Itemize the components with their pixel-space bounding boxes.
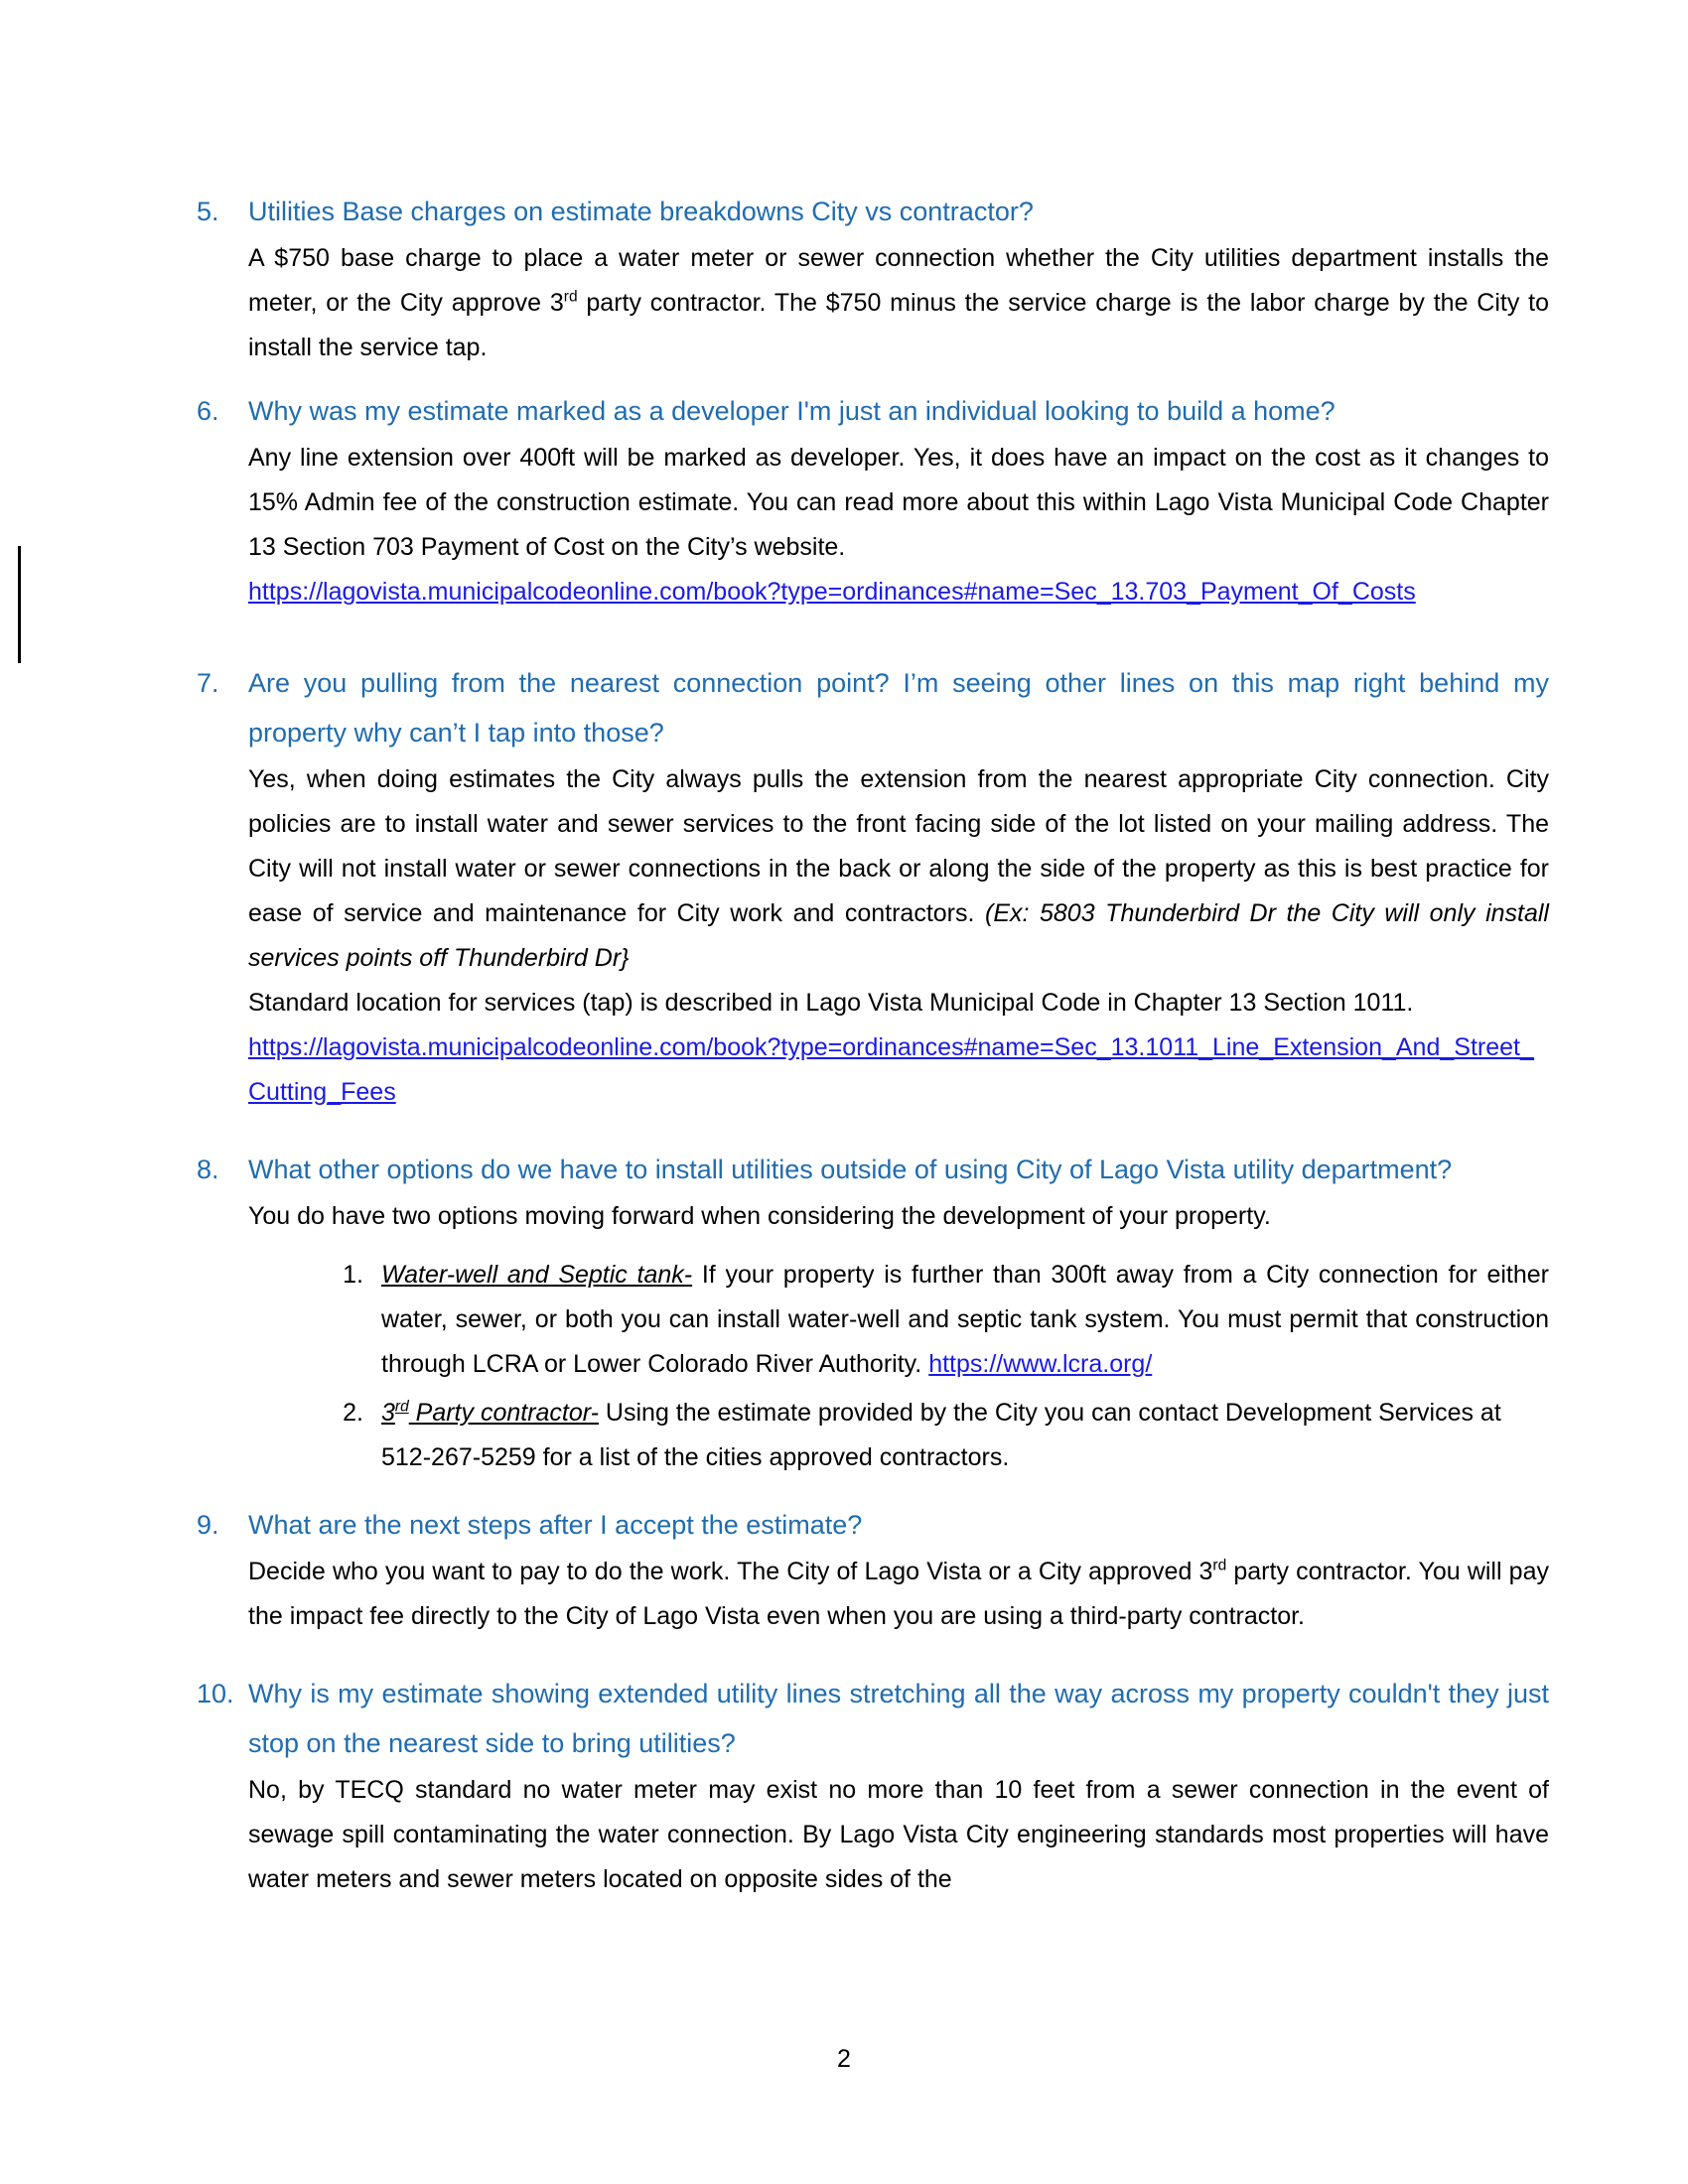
faq-answer-7-example: (Ex: 5803 Thunderbird Dr the City will only install services points off Thunderbird Dr}	[248, 899, 1549, 972]
faq-item-9	[197, 1500, 1549, 1550]
faq-8-option-2-lead-pre: 3	[381, 1399, 395, 1427]
faq-8-option-1-text	[381, 1253, 1549, 1387]
faq-number-9: 9.	[197, 1510, 219, 1540]
faq-item-6	[197, 386, 1549, 436]
faq-8-option-2	[308, 1391, 1549, 1480]
faq-8-option-2-text	[381, 1391, 1549, 1480]
faq-8-option-1-number: 1.	[343, 1261, 363, 1289]
faq-answer-7	[248, 757, 1549, 981]
faq-answer-5-ordinal: rd	[563, 288, 578, 306]
faq-answer-9-post: party contractor. You will pay the impact fee directly to the City of Lago Vista even when you are using a third-party contractor.	[248, 1558, 1549, 1630]
document-body	[197, 187, 1549, 1902]
faq-item-8	[197, 1145, 1549, 1194]
faq-8-option-1-lead: Water-well and Septic tank-	[381, 1261, 693, 1289]
faq-answer-9-pre: Decide who you want to pay to do the work. The City of Lago Vista or a City approved 3	[248, 1558, 1213, 1585]
faq-link-sec-13-703[interactable]: https://lagovista.municipalcodeonline.com/book?type=ordinances#name=Sec_13.703_Payment_Of_Costs	[248, 578, 1416, 606]
faq-number-6: 6.	[197, 396, 219, 426]
faq-question-5: Utilities Base charges on estimate breakdowns City vs contractor?	[248, 197, 1034, 226]
faq-item-7	[197, 658, 1549, 757]
faq-question-6: Why was my estimate marked as a developer I'm just an individual looking to build a home?	[248, 396, 1336, 426]
faq-number-10: 10.	[197, 1679, 234, 1708]
faq-link-sec-13-1011[interactable]: https://lagovista.municipalcodeonline.com/book?type=ordinances#name=Sec_13.1011_Line_Extension_And_Street_Cutting_Fees	[248, 1033, 1534, 1106]
faq-8-option-2-body: Using the estimate provided by the City you can contact Development Services at 512-267-5259 for a list of the cities approved contractors.	[381, 1399, 1501, 1471]
faq-answer-5-post: party contractor. The $750 minus the service charge is the labor charge by the City to install the service tap.	[248, 289, 1550, 361]
faq-question-8: What other options do we have to install utilities outside of using City of Lago Vista utility department?	[248, 1155, 1453, 1184]
faq-answer-7-text: Yes, when doing estimates the City always pulls the extension from the nearest appropriate City connection. City policies are to install water and sewer services to the front facing side of the lot listed on your mailing address. The City will not install water or sewer connections in the back or along the side of the property as this is best practice for ease of service and maintenance for City work and contractors.	[248, 765, 1549, 927]
faq-8-option-1-body: If your property is further than 300ft away from a City connection for either water, sewer, or both you can install water-well and septic tank system. You must permit that construction through LCRA or Lower Colorado River Authority.	[381, 1261, 1549, 1378]
faq-answer-9	[248, 1550, 1549, 1639]
faq-8-options-list	[308, 1253, 1549, 1480]
faq-8-option-2-lead-ordinal: rd	[394, 1398, 409, 1416]
faq-answer-7-tail: Standard location for services (tap) is described in Lago Vista Municipal Code in Chapter 13 Section 1011.	[248, 989, 1414, 1017]
faq-8-option-2-lead-post: Party contractor-	[408, 1399, 599, 1427]
faq-number-8: 8.	[197, 1155, 219, 1184]
faq-item-10	[197, 1669, 1549, 1768]
faq-question-10: Why is my estimate showing extended utility lines stretching all the way across my property couldn't they just stop on the nearest side to bring utilities?	[248, 1679, 1549, 1758]
faq-number-7: 7.	[197, 668, 219, 698]
faq-answer-5-pre: A $750 base charge to place a water meter or sewer connection whether the City utilities department installs the meter, or the City approve 3	[248, 244, 1549, 317]
faq-8-option-1	[308, 1253, 1549, 1387]
faq-number-5: 5.	[197, 197, 219, 226]
page-number: 2	[837, 2045, 851, 2073]
faq-question-9: What are the next steps after I accept the estimate?	[248, 1510, 863, 1540]
faq-item-5	[197, 187, 1549, 236]
faq-answer-5	[248, 236, 1549, 370]
faq-answer-6: Any line extension over 400ft will be marked as developer. Yes, it does have an impact on the cost as it changes to 15% Admin fee of the construction estimate. You can read more about this within Lago Vista Municipal Code Chapter 13 Section 703 Payment of Cost on the City’s website.	[248, 444, 1549, 561]
faq-answer-9-ordinal: rd	[1212, 1557, 1227, 1574]
faq-question-7: Are you pulling from the nearest connection point? I’m seeing other lines on this map right behind my property why can’t I tap into those?	[248, 668, 1549, 748]
revision-change-bar	[18, 546, 21, 663]
lcra-link[interactable]: https://www.lcra.org/	[928, 1350, 1153, 1378]
faq-answer-8: You do have two options moving forward when considering the development of your property.	[248, 1202, 1271, 1230]
faq-8-option-2-number: 2.	[343, 1399, 363, 1427]
faq-answer-10: No, by TECQ standard no water meter may exist no more than 10 feet from a sewer connection in the event of sewage spill contaminating the water connection. By Lago Vista City engineering standards most properties will have water meters and sewer meters located on opposite sides of the	[248, 1776, 1549, 1893]
